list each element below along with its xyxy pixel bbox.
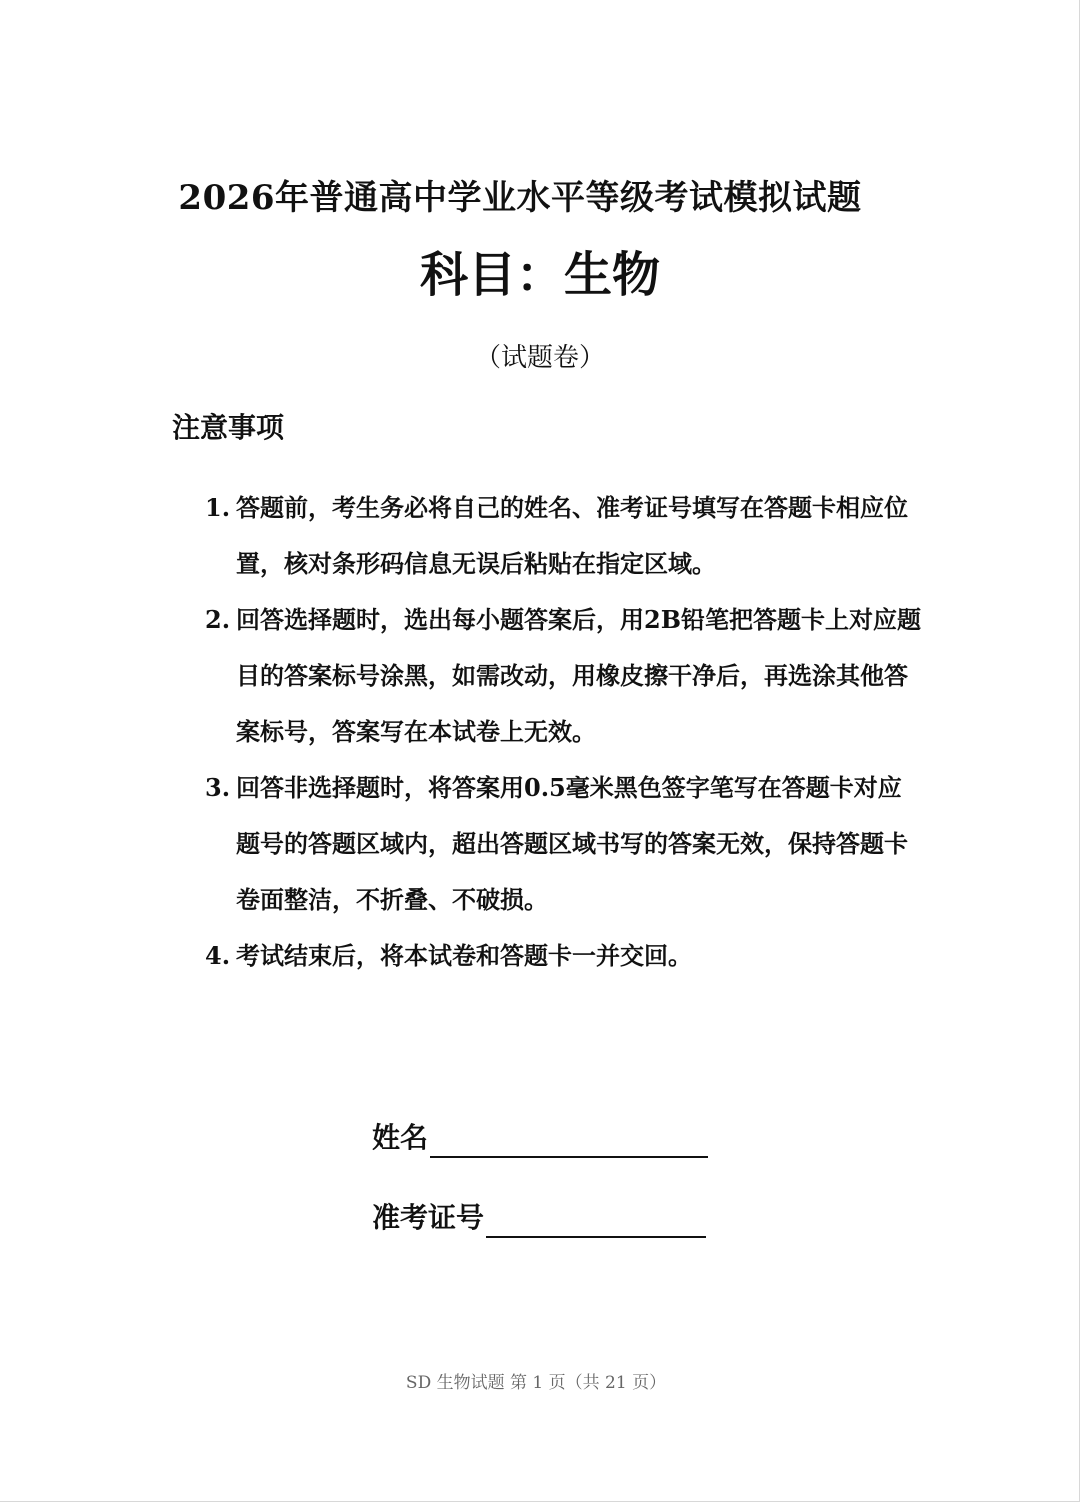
exam-id-blank-line[interactable] [486,1206,706,1238]
notice-list [205,480,925,984]
exam-id-field [372,1198,706,1238]
paper-type-label: （试题卷） [474,343,605,373]
notice-item-text: 回答非选择题时，将答案用0.5毫米黑色签字笔写在答题卡对应题号的答题区域内，超出答题区域书写的答案无效，保持答题卡卷面整洁，不折叠、不破损。 [236,773,908,914]
notice-item-text: 考试结束后，将本试卷和答题卡一并交回。 [236,941,692,970]
exam-id-label: 准考证号 [372,1201,485,1234]
exam-title: 2026年普通高中学业水平等级考试模拟试题 [178,178,862,218]
notice-item-text: 答题前，考生务必将自己的姓名、准考证号填写在答题卡相应位置，核对条形码信息无误后粘贴在指定区域。 [236,493,908,578]
notice-item-number: 1. [205,493,231,522]
notice-item [205,760,925,928]
notice-item-text: 回答选择题时，选出每小题答案后，用2B铅笔把答题卡上对应题目的答案标号涂黑，如需改动，用橡皮擦干净后，再选涂其他答案标号，答案写在本试卷上无效。 [236,605,921,746]
notice-heading: 注意事项 [172,411,285,444]
subject-title: 科目：生物 [419,247,660,303]
notice-item-number: 3. [205,773,231,802]
name-label: 姓名 [372,1121,429,1154]
name-blank-line[interactable] [430,1126,708,1158]
notice-item [205,592,925,760]
notice-item-number: 4. [205,941,231,970]
notice-item [205,928,925,984]
name-field [372,1118,708,1158]
notice-item [205,480,925,592]
page-footer: SD 生物试题 第 1 页（共 21 页） [405,1373,667,1393]
notice-item-number: 2. [205,605,231,634]
